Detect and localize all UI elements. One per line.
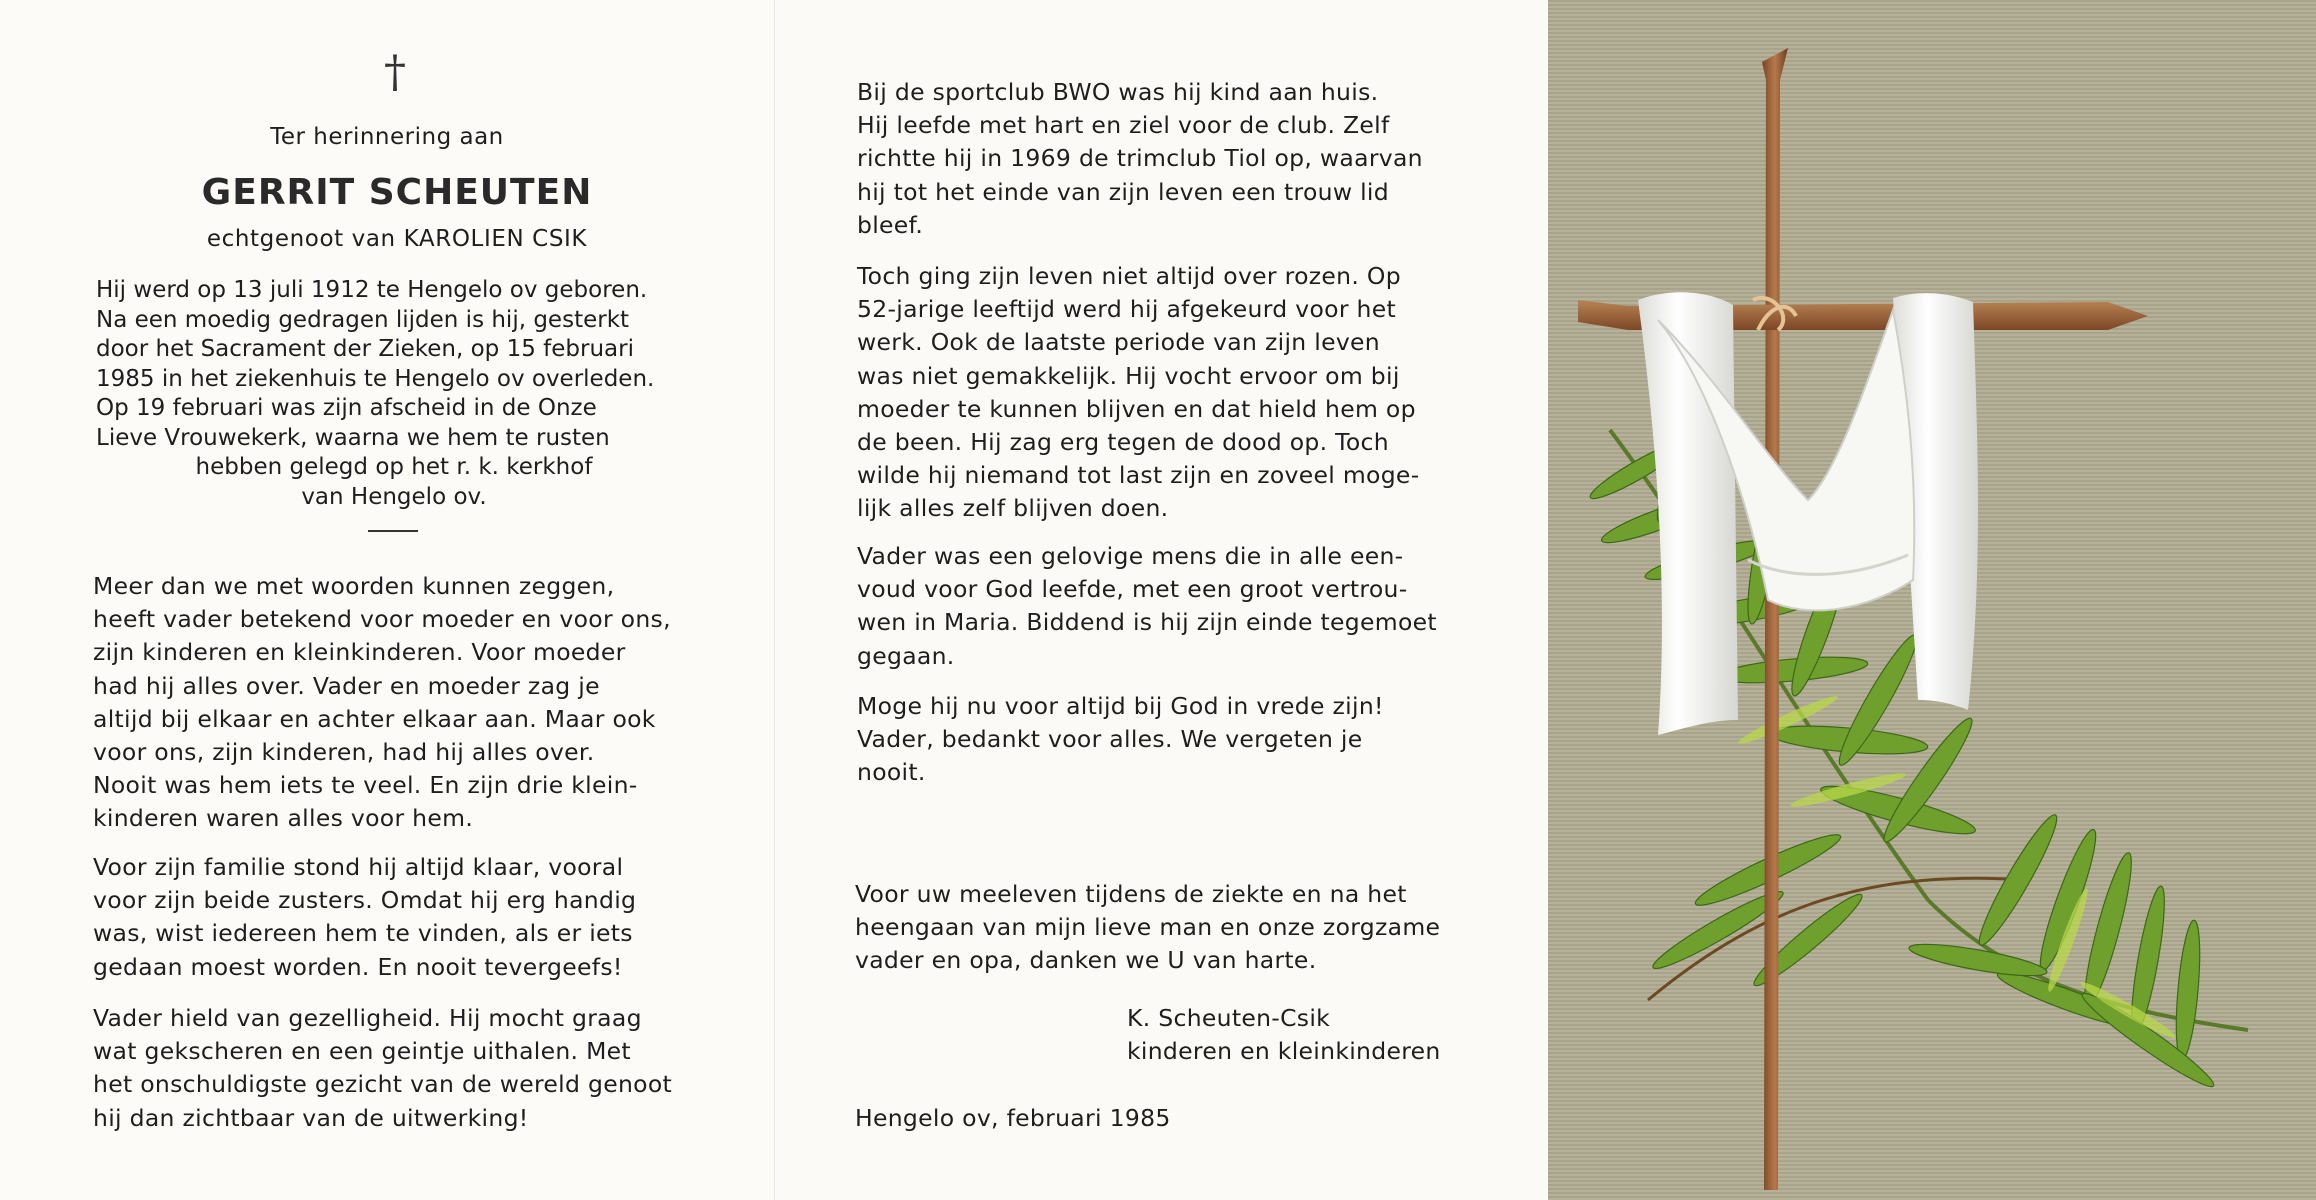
text-line: wilde hij niemand tot last zijn en zoveel moge-: [857, 461, 1420, 490]
signature: [1127, 1002, 1441, 1068]
intro-text: Ter herinnering aan: [270, 124, 504, 150]
text-line: wen in Maria. Biddend is hij zijn einde tegemoet: [857, 608, 1437, 637]
bio-line: door het Sacrament der Zieken, op 15 februari: [96, 336, 634, 362]
thanks-message: [855, 878, 1440, 977]
bio-line: hebben gelegd op het r. k. kerkhof: [195, 454, 593, 480]
text-line: voor zijn beide zusters. Omdat hij erg handig: [93, 886, 637, 915]
text-line: kinderen waren alles voor hem.: [93, 804, 474, 833]
text-line: had hij alles over. Vader en moeder zag je: [93, 671, 600, 700]
text-line: nooit.: [857, 758, 926, 787]
text-line: wat gekscheren en een geintje uithalen. Met: [93, 1037, 631, 1066]
text-line: Toch ging zijn leven niet altijd over rozen. Op: [857, 262, 1401, 290]
deceased-name: GERRIT SCHEUTEN: [201, 172, 593, 213]
bio-line: Lieve Vrouwekerk, waarna we hem te rusten: [96, 424, 610, 451]
bio-line: Op 19 februari was zijn afscheid in de Onze: [96, 395, 597, 421]
text-line: het onschuldigste gezicht van de wereld genoot: [93, 1070, 673, 1099]
text-line: richtte hij in 1969 de trimclub Tiol op, waarvan: [857, 144, 1423, 173]
right-paragraph-1: [857, 76, 1457, 242]
text-line: 52-jarige leeftijd werd hij afgekeurd voor het: [857, 295, 1397, 324]
text-line: lijk alles zelf blijven doen.: [857, 494, 1169, 523]
text-line: Moge hij nu voor altijd bij God in vrede zijn!: [857, 692, 1384, 720]
text-line: Hij leefde met hart en ziel voor de club. Zelf: [857, 111, 1390, 140]
text-line: de been. Hij zag erg tegen de dood op. Toch: [857, 428, 1389, 457]
text-line: Vader hield van gezelligheid. Hij mocht graag: [93, 1004, 642, 1032]
right-paragraph-3: [857, 540, 1457, 673]
right-paragraph-2: [857, 260, 1457, 526]
text-line: was niet gemakkelijk. Hij vocht ervoor om bij: [857, 361, 1400, 390]
signature-line: kinderen en kleinkinderen: [1127, 1037, 1441, 1065]
text-line: voor ons, zijn kinderen, had hij alles over.: [93, 738, 595, 767]
left-page: [0, 0, 774, 1200]
text-line: gegaan.: [857, 641, 955, 670]
text-line: heengaan van mijn lieve man en onze zorgzame: [855, 913, 1441, 941]
text-line: gedaan moest worden. En nooit tevergeefs!: [93, 952, 623, 981]
text-line: heeft vader betekend voor moeder en voor ons,: [93, 605, 671, 634]
left-paragraph-1: [93, 570, 691, 836]
illustration-panel: [1548, 0, 2316, 1200]
text-line: Vader was een gelovige mens die in alle een-: [857, 542, 1404, 570]
biography: [96, 276, 692, 512]
spouse-line: echtgenoot van KAROLIEN CSIK: [206, 226, 588, 252]
text-line: was, wist iedereen hem te vinden, als er iets: [93, 919, 633, 948]
bio-line: van Hengelo ov.: [301, 483, 487, 510]
text-line: altijd bij elkaar en achter elkaar aan. Maar ook: [93, 704, 656, 733]
place-date: Hengelo ov, februari 1985: [855, 1104, 1171, 1132]
text-line: Bij de sportclub BWO was hij kind aan huis.: [857, 78, 1379, 106]
cross-illustration: [1548, 0, 2316, 1200]
bio-line: Hij werd op 13 juli 1912 te Hengelo ov geboren.: [96, 277, 648, 303]
text-line: hij tot het einde van zijn leven een trouw lid: [857, 177, 1389, 206]
text-line: vader en opa, danken we U van harte.: [855, 946, 1317, 974]
middle-page: [774, 0, 1549, 1200]
cross-symbol: †: [384, 47, 406, 98]
text-line: zijn kinderen en kleinkinderen. Voor moeder: [93, 638, 626, 667]
bio-line: Na een moedig gedragen lijden is hij, gesterkt: [96, 306, 630, 333]
signature-line: K. Scheuten-Csik: [1127, 1004, 1331, 1032]
text-line: voud voor God leefde, met een groot vertrou-: [857, 575, 1408, 604]
right-paragraph-4: [857, 690, 1457, 790]
bio-line: 1985 in het ziekenhuis te Hengelo ov overleden.: [96, 365, 655, 392]
left-paragraph-2: [93, 851, 691, 984]
text-line: Meer dan we met woorden kunnen zeggen,: [93, 572, 615, 600]
text-line: moeder te kunnen blijven en dat hield hem op: [857, 394, 1416, 423]
text-line: werk. Ook de laatste periode van zijn leven: [857, 328, 1380, 357]
text-line: Voor zijn familie stond hij altijd klaar, vooral: [93, 853, 624, 881]
text-line: bleef.: [857, 210, 924, 239]
text-line: hij dan zichtbaar van de uitwerking!: [93, 1103, 529, 1132]
left-paragraph-3: [93, 1002, 691, 1135]
divider: [368, 530, 418, 532]
text-line: Voor uw meeleven tijdens de ziekte en na het: [855, 880, 1407, 908]
text-line: Nooit was hem iets te veel. En zijn drie klein-: [93, 771, 638, 800]
text-line: Vader, bedankt voor alles. We vergeten je: [857, 725, 1363, 754]
